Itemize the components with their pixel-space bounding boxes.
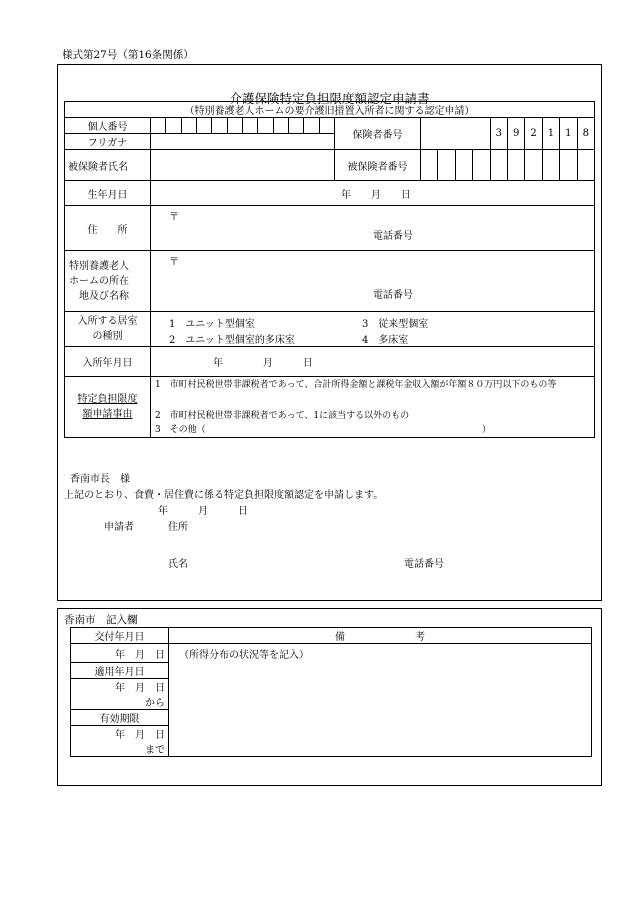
- applicant-name-label: 氏名: [168, 559, 188, 570]
- insurer-digit: 2: [525, 118, 542, 150]
- application-date[interactable]: 年 月 日: [158, 506, 248, 517]
- record-section-label: 香南市 記入欄: [64, 614, 138, 626]
- insured-number-label: 被保険者番号: [335, 150, 421, 181]
- personal-number-digit[interactable]: [196, 118, 211, 134]
- insured-name-field[interactable]: [150, 150, 334, 181]
- birth-date-field[interactable]: 年 月 日: [150, 181, 594, 206]
- insured-number-digit[interactable]: [525, 150, 542, 181]
- room-option-multi-bed[interactable]: 4 多床室: [361, 335, 409, 346]
- personal-number-digit[interactable]: [289, 118, 304, 134]
- insured-number-digit[interactable]: [542, 150, 559, 181]
- insured-number-digit[interactable]: [507, 150, 524, 181]
- insured-number-digit[interactable]: [473, 150, 490, 181]
- insured-number-digit[interactable]: [577, 150, 594, 181]
- furigana-field[interactable]: [150, 134, 334, 150]
- facility-label: 特別養護老人 ホームの所在 地及び名称: [65, 251, 151, 312]
- reason-option-1[interactable]: 1 市町村民税世帯非課税者であって、合計所得金額と課税年金収入額が年額８０万円以下のもの等: [154, 380, 557, 390]
- postal-mark: 〒: [168, 212, 179, 223]
- valid-period-label: 有効期限: [71, 710, 169, 726]
- applicant-label: 申請者: [104, 522, 134, 533]
- personal-number-digit[interactable]: [258, 118, 273, 134]
- issue-date-label: 交付年月日: [71, 628, 169, 644]
- valid-period-field[interactable]: 年 月 日: [71, 726, 169, 742]
- personal-number-digit[interactable]: [227, 118, 242, 134]
- room-type-options: [150, 312, 594, 347]
- form-title: 介護保険特定負担限度額認定申請書: [229, 91, 430, 106]
- address-phone-label: 電話番号: [372, 231, 413, 242]
- room-option-conventional-private[interactable]: 3 従来型個室: [361, 319, 429, 330]
- form-subtitle: （特別養護老人ホームの要介護旧措置入所者に関する認定申請）: [65, 102, 595, 118]
- personal-number-digit[interactable]: [150, 118, 165, 134]
- insurer-digit: 1: [560, 118, 577, 150]
- furigana-label: フリガナ: [65, 134, 151, 150]
- record-table: [70, 627, 592, 757]
- facility-field[interactable]: [150, 251, 594, 312]
- admission-date-field[interactable]: 年 月 日: [150, 347, 594, 377]
- issue-date-field[interactable]: 年 月 日: [71, 644, 169, 663]
- application-statement: 上記のとおり、食費・居住費に係る特定負担限度額認定を申請します。: [64, 490, 384, 501]
- personal-number-digit[interactable]: [166, 118, 181, 134]
- reason-option-3-close: ）: [481, 425, 491, 435]
- applied-date-from: から: [71, 694, 169, 710]
- birth-date-label: 生年月日: [65, 181, 151, 206]
- insurer-digit: 9: [507, 118, 524, 150]
- remarks-note: （所得分布の状況等を記入）: [179, 650, 309, 661]
- room-type-label: 入所する居室 の種別: [65, 312, 151, 347]
- insured-number-digit[interactable]: [490, 150, 507, 181]
- facility-phone-label: 電話番号: [372, 290, 413, 301]
- personal-number-digit[interactable]: [181, 118, 196, 134]
- insured-name-label: 被保険者氏名: [65, 150, 151, 181]
- personal-number-label: 個人番号: [65, 118, 151, 134]
- room-option-unit-semi-private[interactable]: 2 ユニット型個室的多床室: [168, 335, 295, 346]
- facility-postal-mark: 〒: [168, 257, 179, 268]
- address-field[interactable]: [150, 206, 594, 251]
- remarks-field[interactable]: [169, 644, 592, 757]
- insured-number-digit[interactable]: [421, 150, 438, 181]
- insured-number-digit[interactable]: [560, 150, 577, 181]
- reason-option-2[interactable]: 2 市町村民税世帯非課税者であって、1に該当する以外のもの: [154, 411, 410, 421]
- addressee: 香南市長 様: [70, 474, 130, 485]
- insurer-number-blank: [421, 118, 491, 150]
- valid-period-until: まで: [71, 741, 169, 757]
- personal-number-digit[interactable]: [243, 118, 258, 134]
- admission-date-label: 入所年月日: [65, 347, 151, 377]
- reason-options: [150, 377, 594, 438]
- insurer-digit: 1: [542, 118, 559, 150]
- address-label: 住 所: [65, 206, 151, 251]
- personal-number-digit[interactable]: [304, 118, 319, 134]
- applicant-phone-label: 電話番号: [404, 559, 444, 570]
- applicant-address-label: 住所: [168, 522, 188, 533]
- personal-number-digit[interactable]: [212, 118, 227, 134]
- applied-date-field[interactable]: 年 月 日: [71, 679, 169, 695]
- room-option-unit-private[interactable]: 1 ユニット型個室: [168, 319, 255, 330]
- reason-option-3[interactable]: 3 その他（: [154, 425, 206, 435]
- form-number-label: 様式第27号（第16条関係）: [62, 49, 194, 61]
- personal-number-digit[interactable]: [273, 118, 288, 134]
- insured-number-digit[interactable]: [438, 150, 455, 181]
- insurer-digit: 3: [490, 118, 507, 150]
- insurer-number-label: 保険者番号: [335, 118, 421, 150]
- insured-number-digit[interactable]: [455, 150, 472, 181]
- insurer-digit: 8: [577, 118, 594, 150]
- applied-date-label: 適用年月日: [71, 663, 169, 679]
- reason-label: 特定負担限度 額申請事由: [65, 377, 151, 438]
- personal-number-digit[interactable]: [319, 118, 334, 134]
- remarks-header: 備 考: [169, 628, 592, 644]
- application-table: [64, 101, 595, 438]
